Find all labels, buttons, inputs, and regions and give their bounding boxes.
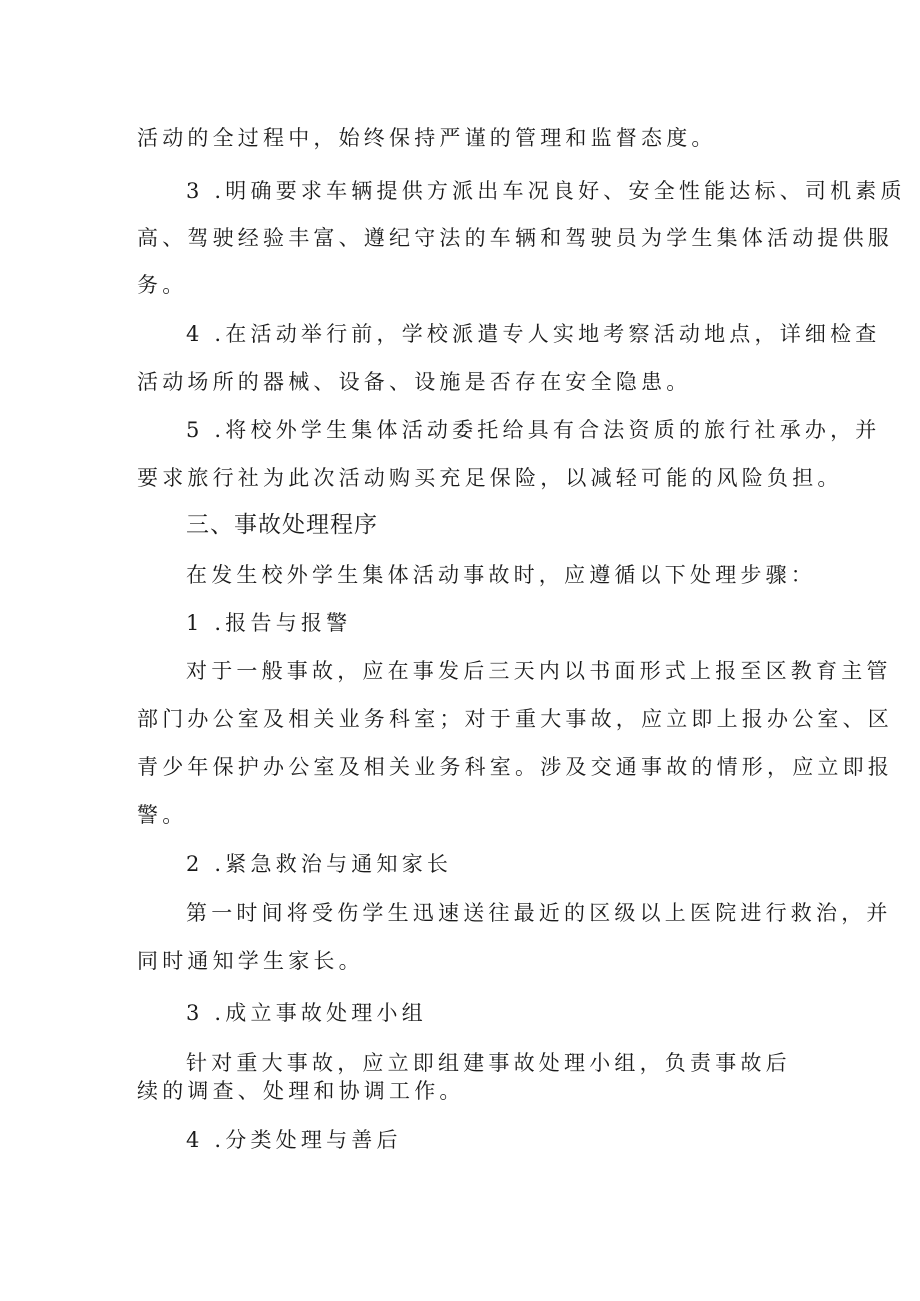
section-heading: 三、事故处理程序	[186, 512, 378, 538]
step-3-paragraph-line: 针对重大事故，应立即组建事故处理小组，负责事故后	[186, 1051, 791, 1075]
list-item-5-line: 5 .将校外学生集体活动委托给具有合法资质的旅行社承办，并	[186, 418, 881, 442]
list-item-3-line: 3 .明确要求车辆提供方派出车况良好、安全性能达标、司机素质	[186, 179, 906, 203]
paragraph-line: 活动的全过程中，始终保持严谨的管理和监督态度。	[137, 126, 717, 150]
list-item-4-line: 活动场所的器械、设备、设施是否存在安全隐患。	[137, 370, 692, 394]
intro-paragraph: 在发生校外学生集体活动事故时，应遵循以下处理步骤：	[186, 563, 816, 587]
step-2-title: 2 .紧急救治与通知家长	[186, 852, 453, 876]
step-1-paragraph-line: 部门办公室及相关业务科室；对于重大事故，应立即上报办公室、区	[137, 707, 893, 731]
list-item-3-line: 高、驾驶经验丰富、遵纪守法的车辆和驾驶员为学生集体活动提供服	[137, 226, 893, 250]
step-2-paragraph-line: 第一时间将受伤学生迅速送往最近的区级以上医院进行救治，并	[186, 901, 892, 925]
step-3-title: 3 .成立事故处理小组	[186, 1001, 427, 1025]
step-1-paragraph-line: 对于一般事故，应在事发后三天内以书面形式上报至区教育主管	[186, 659, 892, 683]
list-item-5-line: 要求旅行社为此次活动购买充足保险，以减轻可能的风险负担。	[137, 466, 843, 490]
step-2-paragraph-line: 同时通知学生家长。	[137, 949, 364, 973]
step-3-paragraph-line: 续的调查、处理和协调工作。	[137, 1079, 465, 1103]
step-1-paragraph-line: 警。	[137, 803, 188, 827]
list-item-3-line: 务。	[137, 273, 188, 297]
step-1-paragraph-line: 青少年保护办公室及相关业务科室。涉及交通事故的情形，应立即报	[137, 755, 893, 779]
step-1-title: 1 .报告与报警	[186, 611, 352, 635]
step-4-title: 4 .分类处理与善后	[186, 1128, 402, 1152]
list-item-4-line: 4 .在活动举行前，学校派遣专人实地考察活动地点，详细检查	[186, 322, 881, 346]
